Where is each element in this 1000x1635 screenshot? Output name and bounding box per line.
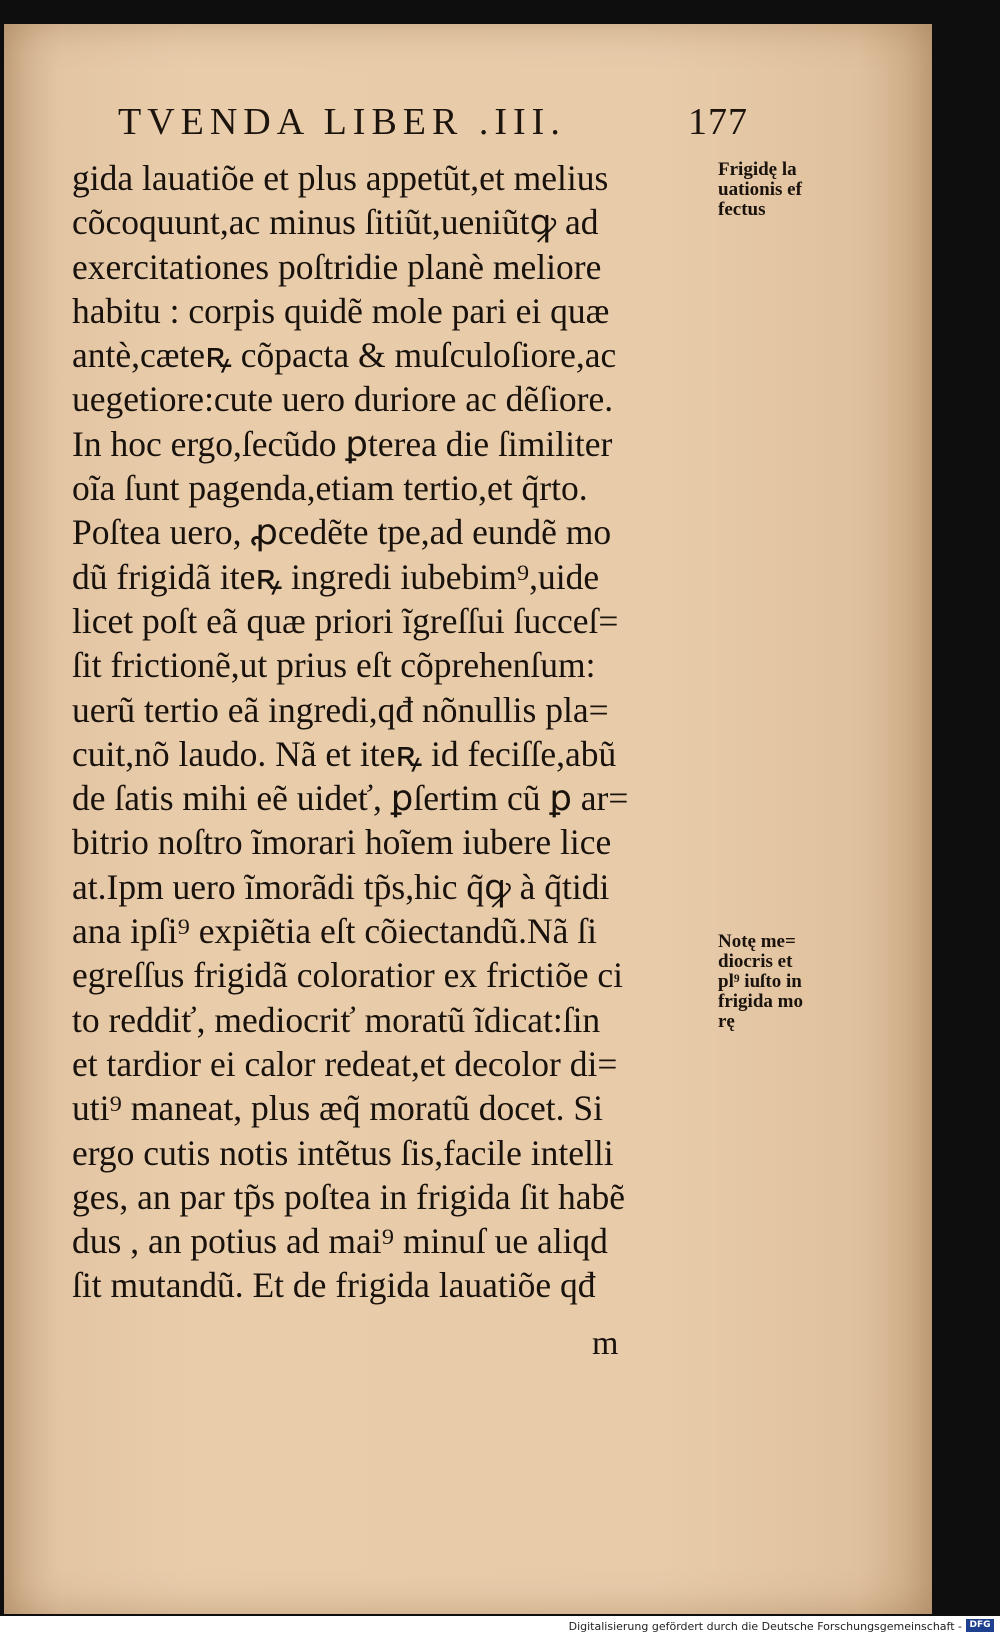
- text-line: to reddiť, mediocriť moratũ ĩdicat:ſin: [72, 999, 601, 1040]
- margin-note-line: pl⁹ iuſto in: [718, 971, 802, 992]
- margin-note-line: rę: [718, 1011, 735, 1032]
- text-line: ergo cutis notis intẽtus ſis,facile intelli: [72, 1132, 614, 1173]
- text-line: habitu : corpis quidẽ mole pari ei quæ: [72, 290, 610, 331]
- text-line: cuit,nõ laudo. Nã et iteꝶ id feciſſe,abũ: [72, 733, 617, 774]
- dfg-logo: DFG: [966, 1619, 994, 1632]
- text-line: de ſatis mihi eẽ uideť, ꝑſertim cũ ꝑ ar=: [72, 778, 629, 819]
- text-line: egreſſus frigidã coloratior ex frictiõe ci: [72, 955, 623, 996]
- text-line: ſit frictionẽ,ut prius eſt cõprehenſum:: [72, 645, 596, 686]
- text-line: gida lauatiõe et plus appetũt,et melius: [72, 158, 609, 198]
- text-line: ana ipſi⁹ expiẽtia eſt cõiectandũ.Nã ſi: [72, 911, 597, 952]
- text-line: exercitationes poſtridie planè meliore: [72, 246, 602, 287]
- text-line: antè,cæteꝶ cõpacta & muſculoſiore,ac: [72, 335, 617, 376]
- text-line: dus , an potius ad mai⁹ minuſ ue aliqd: [72, 1221, 608, 1262]
- margin-note-line: diocris et: [718, 951, 793, 972]
- text-line: uti⁹ maneat, plus æq̃ moratũ docet. Si: [72, 1088, 603, 1129]
- text-line: oĩa ſunt pagenda,etiam tertio,et q̃rto.: [72, 468, 588, 509]
- text-line: ges, an par tp̃s poſtea in frigida ſit habẽ: [72, 1176, 626, 1217]
- margin-note-line: Frigidę la: [718, 159, 797, 180]
- text-line: licet poſt eã quæ priori ĩgreſſui ſucceſ=: [72, 600, 619, 641]
- signature-mark: m: [592, 1325, 619, 1362]
- margin-note-line: fectus: [718, 199, 766, 220]
- text-line: cõcoquunt,ac minus ſitiũt,ueniũtꝙ ad: [72, 202, 599, 243]
- text-line: Poſtea uero, ꝓcedẽte tpe,ad eundẽ mo: [72, 512, 612, 553]
- running-head-title: TVENDA LIBER .III.: [118, 101, 566, 143]
- running-head: [118, 100, 758, 146]
- text-line: bitrio noſtro ĩmorari hoĩem iubere lice: [72, 822, 612, 863]
- text-line: uerũ tertio eã ingredi,qđ nõnullis pla=: [72, 689, 609, 730]
- margin-note-line: Notę me=: [718, 931, 796, 952]
- text-line: ſit mutandũ. Et de frigida lauatiõe qđ: [72, 1265, 596, 1306]
- text-line: at.Ipm uero ĩmorãdi tp̃s,hic q̃ꝙ à q̃tidi: [72, 866, 610, 907]
- text-line: uegetiore:cute uero duriore ac dẽſiore.: [72, 379, 614, 420]
- text-line: et tardior ei calor redeat,et decolor di=: [72, 1043, 618, 1084]
- margin-note-frigidae-lavationis: [718, 160, 848, 220]
- text-line: In hoc ergo,ſecũdo ꝑterea die ſimiliter: [72, 423, 613, 464]
- footer-credit: Digitalisierung gefördert durch die Deutsche Forschungsgemeinschaft -: [568, 1620, 962, 1633]
- margin-note-line: frigida mo: [718, 991, 803, 1012]
- page-number: 177: [688, 101, 748, 143]
- margin-note-line: uationis ef: [718, 179, 802, 200]
- body-text: [72, 156, 712, 1308]
- margin-note-mediocris-more: [718, 932, 848, 1032]
- text-line: dũ frigidã iteꝶ ingredi iubebim⁹,uide: [72, 556, 600, 597]
